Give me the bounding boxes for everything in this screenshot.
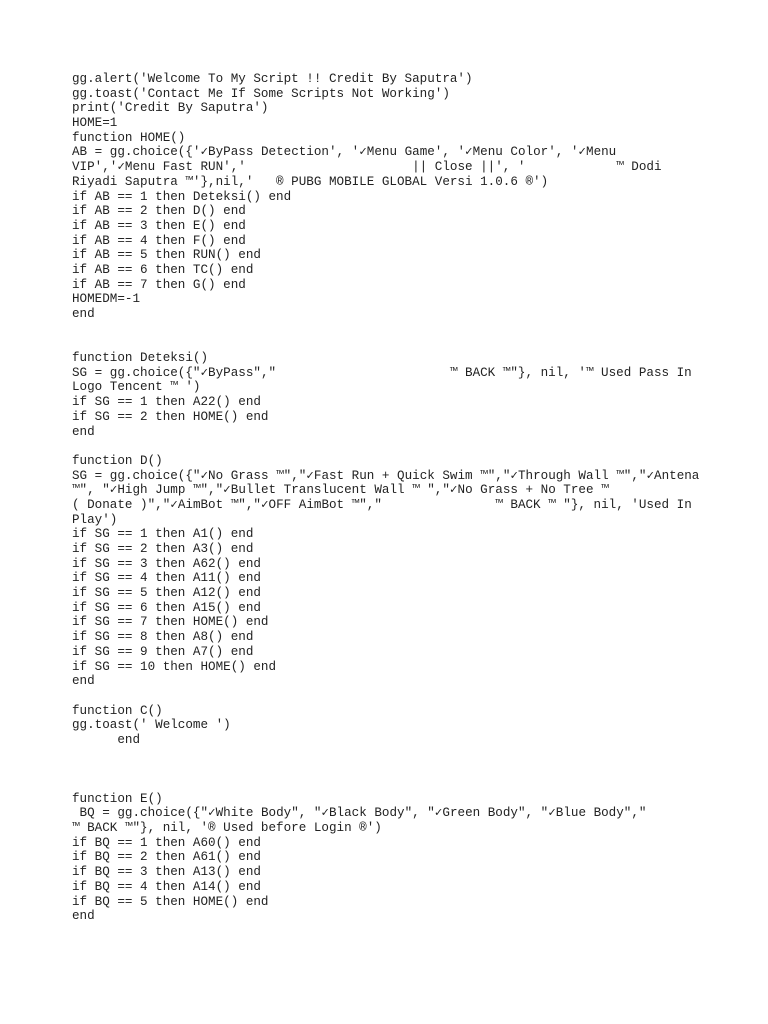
code-line: print('Credit By Saputra') bbox=[72, 101, 269, 116]
code-line: function Deteksi() bbox=[72, 351, 209, 366]
code-line: end bbox=[72, 674, 95, 689]
code-line: if SG == 5 then A12() end bbox=[72, 586, 261, 601]
code-line: end bbox=[72, 307, 95, 321]
code-line: function D() bbox=[72, 453, 163, 468]
code-line: end bbox=[72, 732, 141, 747]
code-line: end bbox=[72, 909, 95, 924]
code-line: if AB == 1 then Deteksi() end bbox=[72, 189, 292, 204]
code-line: Logo Tencent ™ ') bbox=[72, 380, 201, 395]
code-line: if SG == 4 then A11() end bbox=[72, 571, 261, 586]
code-line: BQ = gg.choice({"✓White Body", "✓Black Body", "✓Green Body", "✓Blue Body"," bbox=[72, 806, 647, 821]
code-line bbox=[72, 762, 732, 777]
code-line: AB = gg.choice({'✓ByPass Detection', '✓Menu Game', '✓Menu Color', '✓Menu bbox=[72, 145, 617, 160]
code-line bbox=[72, 439, 732, 454]
code-line: ( Donate )","✓AimBot ™","✓OFF AimBot ™"," ™ BACK ™ "}, nil, 'Used In bbox=[72, 497, 692, 512]
code-line: if SG == 6 then A15() end bbox=[72, 600, 261, 615]
code-line: Play') bbox=[72, 512, 118, 527]
code-line: if AB == 2 then D() end bbox=[72, 204, 246, 219]
code-line: if AB == 7 then G() end bbox=[72, 277, 246, 292]
code-line: VIP','✓Menu Fast RUN',' || Close ||', ' ™ Dodi bbox=[72, 160, 662, 175]
code-line: if SG == 1 then A22() end bbox=[72, 395, 261, 410]
code-line: ™ BACK ™"}, nil, '® Used before Login ®') bbox=[72, 821, 382, 836]
code-line: function C() bbox=[72, 703, 163, 718]
code-line: if BQ == 5 then HOME() end bbox=[72, 894, 269, 909]
code-line: function HOME() bbox=[72, 130, 186, 145]
code-line: SG = gg.choice({"✓No Grass ™","✓Fast Run + Quick Swim ™","✓Through Wall ™","✓Antena bbox=[72, 468, 700, 483]
code-line: if BQ == 3 then A13() end bbox=[72, 865, 261, 880]
code-line: if BQ == 1 then A60() end bbox=[72, 835, 261, 850]
code-line: if BQ == 2 then A61() end bbox=[72, 850, 261, 865]
code-line bbox=[72, 689, 732, 704]
code-line bbox=[72, 336, 732, 351]
code-line: if AB == 4 then F() end bbox=[72, 233, 246, 248]
code-line: SG = gg.choice({"✓ByPass"," ™ BACK ™"}, nil, '™ Used Pass In bbox=[72, 365, 692, 380]
code-line: HOMEDM=-1 bbox=[72, 292, 141, 307]
code-line: gg.toast(' Welcome ') bbox=[72, 718, 231, 733]
code-line: if AB == 3 then E() end bbox=[72, 218, 246, 233]
code-line: if SG == 2 then HOME() end bbox=[72, 409, 269, 424]
code-line: if SG == 8 then A8() end bbox=[72, 630, 254, 645]
code-line: end bbox=[72, 424, 95, 439]
code-line bbox=[72, 777, 732, 792]
code-line: if SG == 7 then HOME() end bbox=[72, 615, 269, 630]
code-line: gg.toast('Contact Me If Some Scripts Not Working') bbox=[72, 86, 450, 101]
script-document bbox=[72, 72, 732, 924]
code-line: if AB == 6 then TC() end bbox=[72, 262, 254, 277]
code-line: if BQ == 4 then A14() end bbox=[72, 879, 261, 894]
code-line: gg.alert('Welcome To My Script !! Credit By Saputra') bbox=[72, 72, 473, 86]
code-line: HOME=1 bbox=[72, 116, 118, 131]
code-line: ™", "✓High Jump ™","✓Bullet Translucent Wall ™ ","✓No Grass + No Tree ™ bbox=[72, 483, 609, 498]
code-line: function E() bbox=[72, 791, 163, 806]
code-line: if SG == 10 then HOME() end bbox=[72, 659, 277, 674]
code-line: if SG == 1 then A1() end bbox=[72, 527, 254, 542]
code-line: if SG == 2 then A3() end bbox=[72, 542, 254, 556]
code-line: if SG == 9 then A7() end bbox=[72, 644, 254, 659]
code-line: if SG == 3 then A62() end bbox=[72, 556, 261, 571]
code-line bbox=[72, 322, 732, 337]
code-line: if AB == 5 then RUN() end bbox=[72, 248, 261, 263]
code-line: Riyadi Saputra ™'},nil,' ® PUBG MOBILE GLOBAL Versi 1.0.6 ®') bbox=[72, 174, 549, 189]
code-line bbox=[72, 748, 732, 763]
